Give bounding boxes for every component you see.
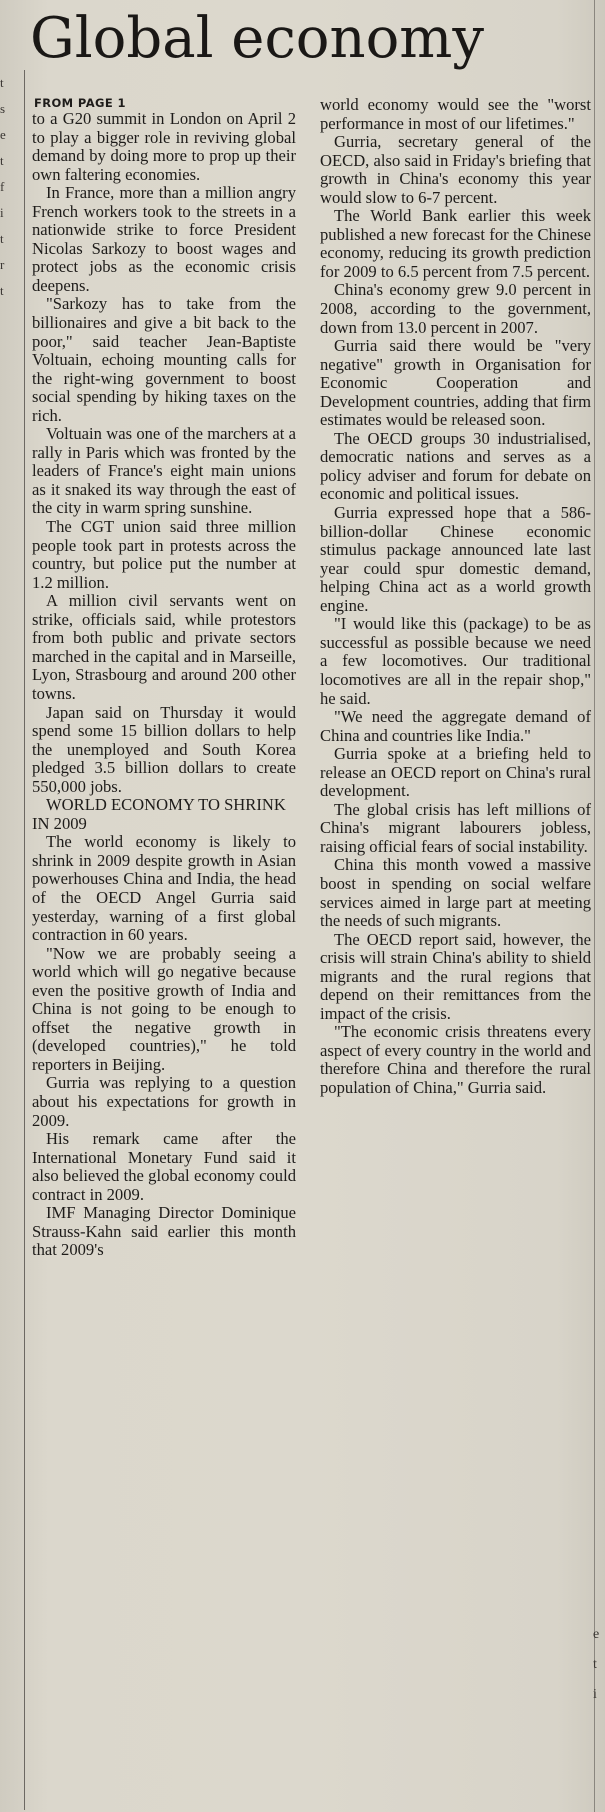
margin-char: t [593, 1657, 597, 1672]
headline: Global economy [30, 6, 485, 71]
paragraph: "The economic crisis threatens every aspect of every country in the world and therefore China and therefore the rural population of China," Gurria said. [320, 1022, 591, 1097]
margin-char: i [0, 205, 4, 220]
margin-char: i [593, 1687, 597, 1702]
paragraph: Gurria, secretary general of the OECD, also said in Friday's briefing that growth in China's economy this year would slow to 6-7 percent. [320, 132, 591, 207]
paragraph: "I would like this (package) to be as successful as possible because we need a few locomotives. Our traditional locomotives are all in the repair shop," he said. [320, 614, 591, 708]
paragraph: The CGT union said three million people took part in protests across the country, but police put the number at 1.2 million. [32, 517, 296, 592]
left-margin-fragments [0, 70, 14, 1070]
paragraph: His remark came after the International Monetary Fund said it also believed the global economy could contract in 2009. [32, 1129, 296, 1204]
paragraph: Gurria expressed hope that a 586-billion-dollar Chinese economic stimulus package announced late last year could spur domestic demand, helping China act as a world growth engine. [320, 503, 591, 615]
paragraph: China this month vowed a massive boost in spending on social welfare services aimed in large part at meeting the needs of such migrants. [320, 855, 591, 931]
paragraph: Gurria said there would be "very negative" growth in Organisation for Economic Cooperation and Development countries, adding that firm estimates would be released soon. [320, 336, 591, 430]
paragraph: A million civil servants went on strike, officials said, while protestors from both public and private sectors marched in the capital and in Marseille, Lyon, Strasbourg and around 200 other towns. [32, 591, 296, 703]
margin-char: t [0, 283, 4, 298]
margin-char: e [593, 1627, 600, 1642]
margin-char: f [0, 179, 5, 194]
paragraph: China's economy grew 9.0 percent in 2008, according to the government, down from 13.0 percent in 2007. [320, 280, 591, 337]
article-column-right [320, 96, 591, 1098]
paragraph: The OECD groups 30 industrialised, democratic nations and serves as a policy adviser and forum for debate on economic and political issues. [320, 428, 591, 504]
paragraph: "Sarkozy has to take from the billionaires and give a bit back to the poor," said teacher Jean-Baptiste Voltuain, echoing mounting calls for the right-wing government to boost social spending by hiking taxes on the rich. [32, 294, 296, 425]
paragraph: Gurria spoke at a briefing held to release an OECD report on China's rural development. [320, 744, 591, 801]
paragraph: IMF Managing Director Dominique Strauss-Kahn said earlier this month that 2009's [32, 1203, 296, 1260]
margin-char: s [0, 101, 6, 116]
paragraph: Japan said on Thursday it would spend some 15 billion dollars to help the unemployed and South Korea pledged 3.5 billion dollars to create 550,000 jobs. [32, 702, 296, 796]
margin-char: t [0, 231, 4, 246]
margin-char: r [0, 257, 5, 272]
paragraph: world economy would see the "worst performance in most of our lifetimes." [320, 95, 591, 133]
margin-char: t [0, 75, 4, 90]
paragraph: Gurria was replying to a question about his expectations for growth in 2009. [32, 1073, 296, 1130]
paragraph: The OECD report said, however, the crisis will strain China's ability to shield migrants and the rural regions that depend on their remittances from the impact of the crisis. [320, 929, 591, 1023]
column-rule-left [24, 70, 25, 1810]
margin-char: e [0, 127, 6, 142]
paragraph: "Now we are probably seeing a world which will go negative because even the positive growth of India and China is not going to be enough to offset the negative growth in (developed countries)," he told reporters in Beijing. [32, 943, 296, 1074]
kicker: FROM PAGE 1 [34, 96, 126, 110]
article-column-left [32, 96, 296, 1260]
paragraph: to a G20 summit in London on April 2 to play a bigger role in reviving global demand by doing more to prop up their own faltering economies. [32, 109, 296, 184]
paragraph: The world economy is likely to shrink in 2009 despite growth in Asian powerhouses China and India, the head of the OECD Angel Gurria said yesterday, warning of a first global contraction in 60 years. [32, 832, 296, 945]
paragraph: The global crisis has left millions of China's migrant labourers jobless, raising official fears of social instability. [320, 799, 591, 856]
right-margin-fragments [593, 1620, 605, 1710]
paragraph: "We need the aggregate demand of China and countries like India." [320, 707, 591, 745]
paragraph: In France, more than a million angry French workers took to the streets in a nationwide strike to force President Nicolas Sarkozy to boost wages and protect jobs as the economic crisis deepens. [32, 183, 296, 295]
paragraph: Voltuain was one of the marchers at a rally in Paris which was fronted by the leaders of France's eight main unions as it snaked its way through the east of the city in warm spring sunshine. [32, 424, 296, 518]
paragraph: The World Bank earlier this week published a new forecast for the Chinese economy, reducing its growth prediction for 2009 to 6.5 percent from 7.5 percent. [320, 206, 591, 281]
margin-char: t [0, 153, 4, 168]
column-rule-right [594, 0, 595, 1812]
subheading: WORLD ECONOMY TO SHRINK IN 2009 [32, 795, 286, 833]
